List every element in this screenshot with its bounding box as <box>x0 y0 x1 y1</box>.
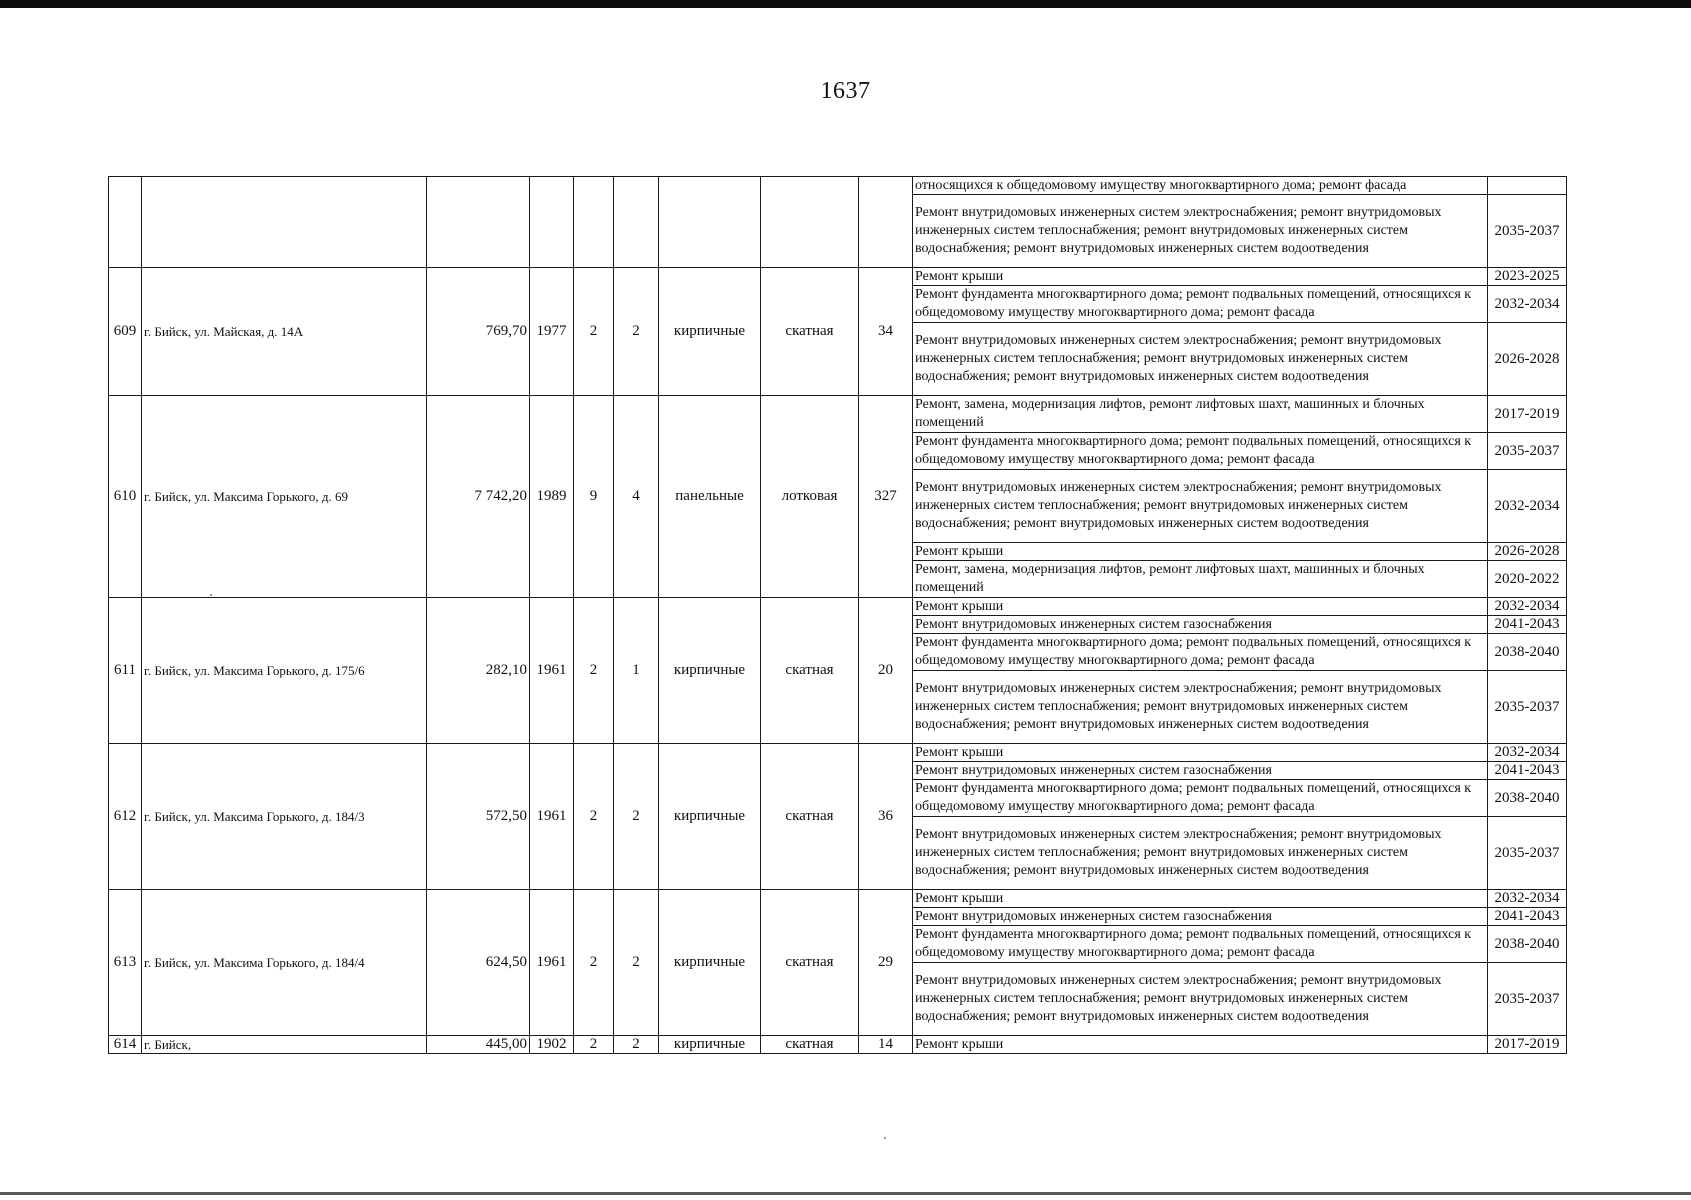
building-address: г. Бийск, ул. Максима Горького, д. 175/6 <box>142 598 427 744</box>
building-address: г. Бийск, ул. Максима Горького, д. 184/3 <box>142 744 427 890</box>
roof-type: скатная <box>761 268 859 396</box>
work-description: Ремонт фундамента многоквартирного дома; ремонт подвальных помещений, относящихся к общедомовому имуществу многоквартирного дома; ремонт фасада <box>913 286 1488 323</box>
work-description: Ремонт крыши <box>913 268 1488 286</box>
floor-count: 2 <box>574 1036 614 1054</box>
building-area: 769,70 <box>427 268 530 396</box>
repair-period: 2038-2040 <box>1488 926 1567 963</box>
work-description: Ремонт фундамента многоквартирного дома; ремонт подвальных помещений, относящихся к общедомовому имуществу многоквартирного дома; ремонт фасада <box>913 780 1488 817</box>
work-description: Ремонт фундамента многоквартирного дома; ремонт подвальных помещений, относящихся к общедомовому имуществу многоквартирного дома; ремонт фасада <box>913 433 1488 470</box>
floor-count: 2 <box>574 598 614 744</box>
table-row <box>109 268 1567 286</box>
work-description: Ремонт внутридомовых инженерных систем электроснабжения; ремонт внутридомовых инженерных систем теплоснабжения; ремонт внутридомовых инженерных систем водоснабжения; ремонт внутридомовых инженерных систем водоотведения <box>913 671 1488 744</box>
work-description: относящихся к общедомовому имуществу многоквартирного дома; ремонт фасада <box>913 177 1488 195</box>
work-description: Ремонт внутридомовых инженерных систем электроснабжения; ремонт внутридомовых инженерных систем теплоснабжения; ремонт внутридомовых инженерных систем водоснабжения; ремонт внутридомовых инженерных систем водоотведения <box>913 817 1488 890</box>
building-number: 613 <box>109 890 142 1036</box>
repair-period: 2032-2034 <box>1488 286 1567 323</box>
building-number: 611 <box>109 598 142 744</box>
construction-year: 1989 <box>530 396 574 598</box>
capital-repair-register-table <box>108 176 1567 1054</box>
table-row <box>109 396 1567 433</box>
work-description: Ремонт фундамента многоквартирного дома; ремонт подвальных помещений, относящихся к общедомовому имуществу многоквартирного дома; ремонт фасада <box>913 634 1488 671</box>
repair-period: 2020-2022 <box>1488 561 1567 598</box>
roof-type: лотковая <box>761 396 859 598</box>
resident-count: 14 <box>859 1036 913 1054</box>
building-address: г. Бийск, <box>142 1036 427 1054</box>
roof-type: скатная <box>761 598 859 744</box>
work-description: Ремонт, замена, модернизация лифтов, ремонт лифтовых шахт, машинных и блочных помещений <box>913 396 1488 433</box>
resident-count: 36 <box>859 744 913 890</box>
repair-period: 2032-2034 <box>1488 598 1567 616</box>
empty-cell <box>859 177 913 268</box>
work-description: Ремонт крыши <box>913 543 1488 561</box>
empty-cell <box>530 177 574 268</box>
empty-cell <box>614 177 659 268</box>
construction-year: 1961 <box>530 744 574 890</box>
table-row <box>109 598 1567 616</box>
repair-period: 2038-2040 <box>1488 634 1567 671</box>
building-address: г. Бийск, ул. Максима Горького, д. 69 <box>142 396 427 598</box>
floor-count: 9 <box>574 396 614 598</box>
entrance-count: 2 <box>614 890 659 1036</box>
wall-material: кирпичные <box>659 1036 761 1054</box>
repair-period: 2035-2037 <box>1488 671 1567 744</box>
table-row <box>109 744 1567 762</box>
work-description: Ремонт крыши <box>913 598 1488 616</box>
entrance-count: 2 <box>614 744 659 890</box>
wall-material: кирпичные <box>659 890 761 1036</box>
repair-period: 2038-2040 <box>1488 780 1567 817</box>
repair-period: 2041-2043 <box>1488 908 1567 926</box>
roof-type: скатная <box>761 1036 859 1054</box>
scan-speck <box>884 1137 886 1139</box>
wall-material: кирпичные <box>659 744 761 890</box>
entrance-count: 2 <box>614 268 659 396</box>
repair-period: 2032-2034 <box>1488 744 1567 762</box>
construction-year: 1961 <box>530 890 574 1036</box>
roof-type: скатная <box>761 744 859 890</box>
entrance-count: 2 <box>614 1036 659 1054</box>
work-description: Ремонт внутридомовых инженерных систем газоснабжения <box>913 762 1488 780</box>
resident-count: 29 <box>859 890 913 1036</box>
work-description: Ремонт внутридомовых инженерных систем электроснабжения; ремонт внутридомовых инженерных систем теплоснабжения; ремонт внутридомовых инженерных систем водоснабжения; ремонт внутридомовых инженерных систем водоотведения <box>913 963 1488 1036</box>
roof-type: скатная <box>761 890 859 1036</box>
building-area: 445,00 <box>427 1036 530 1054</box>
entrance-count: 4 <box>614 396 659 598</box>
scan-top-border <box>0 0 1691 8</box>
empty-cell <box>761 177 859 268</box>
repair-period: 2017-2019 <box>1488 396 1567 433</box>
building-number: 610 <box>109 396 142 598</box>
building-area: 7 742,20 <box>427 396 530 598</box>
building-address: г. Бийск, ул. Майская, д. 14А <box>142 268 427 396</box>
empty-cell <box>427 177 530 268</box>
floor-count: 2 <box>574 268 614 396</box>
scan-speck <box>210 594 212 596</box>
work-description: Ремонт внутридомовых инженерных систем газоснабжения <box>913 616 1488 634</box>
resident-count: 20 <box>859 598 913 744</box>
empty-cell <box>109 177 142 268</box>
resident-count: 34 <box>859 268 913 396</box>
empty-cell <box>659 177 761 268</box>
repair-period: 2035-2037 <box>1488 817 1567 890</box>
work-description: Ремонт, замена, модернизация лифтов, ремонт лифтовых шахт, машинных и блочных помещений <box>913 561 1488 598</box>
resident-count: 327 <box>859 396 913 598</box>
repair-period: 2026-2028 <box>1488 323 1567 396</box>
repair-period: 2026-2028 <box>1488 543 1567 561</box>
wall-material: панельные <box>659 396 761 598</box>
table-row <box>109 1036 1567 1054</box>
construction-year: 1961 <box>530 598 574 744</box>
repair-period: 2032-2034 <box>1488 470 1567 543</box>
building-area: 282,10 <box>427 598 530 744</box>
empty-cell <box>142 177 427 268</box>
building-number: 609 <box>109 268 142 396</box>
building-area: 624,50 <box>427 890 530 1036</box>
scan-bottom-border <box>0 1192 1691 1195</box>
construction-year: 1902 <box>530 1036 574 1054</box>
work-description: Ремонт внутридомовых инженерных систем электроснабжения; ремонт внутридомовых инженерных систем теплоснабжения; ремонт внутридомовых инженерных систем водоснабжения; ремонт внутридомовых инженерных систем водоотведения <box>913 323 1488 396</box>
page-number: 1637 <box>820 78 871 104</box>
construction-year: 1977 <box>530 268 574 396</box>
empty-cell <box>574 177 614 268</box>
table-row <box>109 177 1567 195</box>
repair-period: 2032-2034 <box>1488 890 1567 908</box>
work-description: Ремонт внутридомовых инженерных систем электроснабжения; ремонт внутридомовых инженерных систем теплоснабжения; ремонт внутридомовых инженерных систем водоснабжения; ремонт внутридомовых инженерных систем водоотведения <box>913 470 1488 543</box>
building-address: г. Бийск, ул. Максима Горького, д. 184/4 <box>142 890 427 1036</box>
work-description: Ремонт крыши <box>913 890 1488 908</box>
table-row <box>109 890 1567 908</box>
entrance-count: 1 <box>614 598 659 744</box>
building-area: 572,50 <box>427 744 530 890</box>
work-description: Ремонт внутридомовых инженерных систем газоснабжения <box>913 908 1488 926</box>
wall-material: кирпичные <box>659 598 761 744</box>
building-number: 612 <box>109 744 142 890</box>
wall-material: кирпичные <box>659 268 761 396</box>
repair-period: 2041-2043 <box>1488 762 1567 780</box>
repair-period: 2035-2037 <box>1488 963 1567 1036</box>
repair-period: 2041-2043 <box>1488 616 1567 634</box>
floor-count: 2 <box>574 744 614 890</box>
repair-period: 2035-2037 <box>1488 433 1567 470</box>
work-description: Ремонт крыши <box>913 1036 1488 1054</box>
repair-period: 2023-2025 <box>1488 268 1567 286</box>
floor-count: 2 <box>574 890 614 1036</box>
building-number: 614 <box>109 1036 142 1054</box>
work-description: Ремонт крыши <box>913 744 1488 762</box>
work-description: Ремонт фундамента многоквартирного дома; ремонт подвальных помещений, относящихся к общедомовому имуществу многоквартирного дома; ремонт фасада <box>913 926 1488 963</box>
repair-period <box>1488 177 1567 195</box>
repair-period: 2017-2019 <box>1488 1036 1567 1054</box>
repair-period: 2035-2037 <box>1488 195 1567 268</box>
work-description: Ремонт внутридомовых инженерных систем электроснабжения; ремонт внутридомовых инженерных систем теплоснабжения; ремонт внутридомовых инженерных систем водоснабжения; ремонт внутридомовых инженерных систем водоотведения <box>913 195 1488 268</box>
